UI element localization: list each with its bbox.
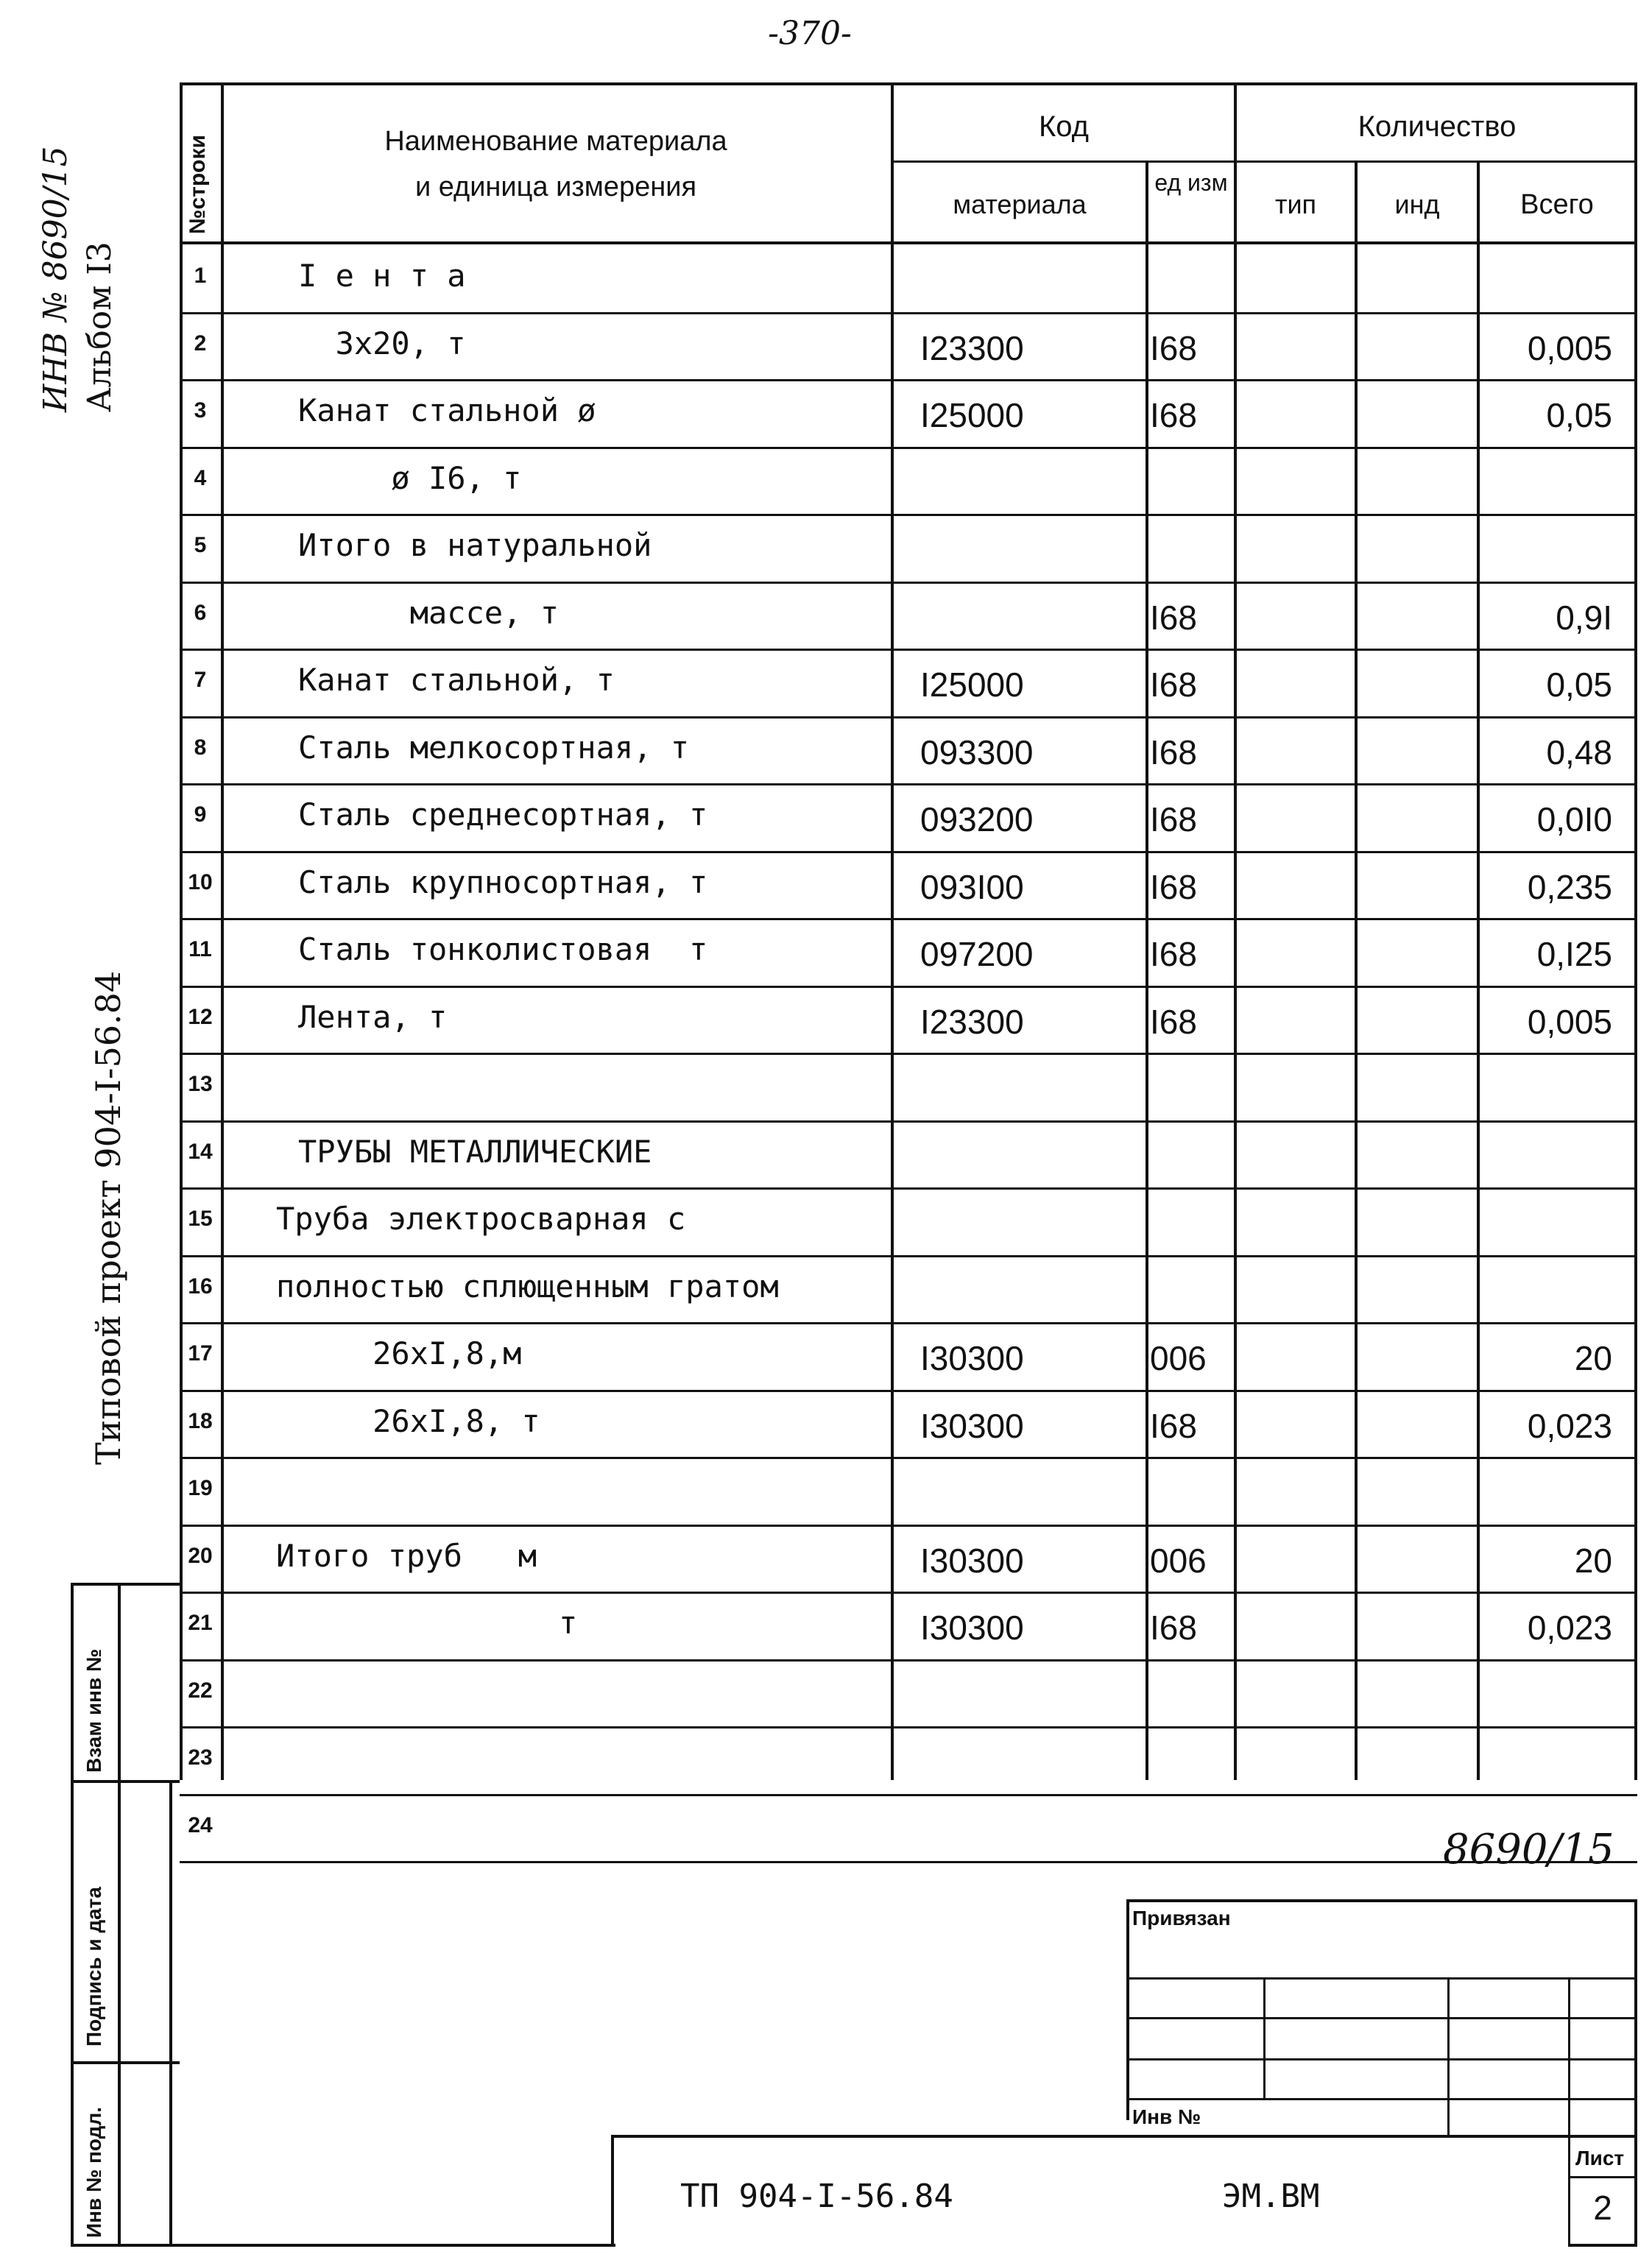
- row-number: 17: [188, 1341, 213, 1366]
- row-unit: I68: [1150, 868, 1197, 906]
- row-divider: [180, 1457, 1637, 1459]
- row-divider: [180, 1053, 1637, 1055]
- row-unit: 006: [1150, 1339, 1207, 1377]
- row-divider: [180, 716, 1637, 718]
- row-number: 5: [194, 533, 207, 557]
- row-name: Сталь среднесортная, т: [298, 797, 708, 833]
- row-code: I23300: [920, 1003, 1024, 1041]
- row-name: полностью сплющенным гратом: [276, 1268, 779, 1304]
- row-name: Сталь тонколистовая т: [298, 931, 708, 967]
- row-code: 093200: [920, 800, 1034, 838]
- row-name: Канат стальной ø: [298, 392, 596, 428]
- row-number: 12: [188, 1005, 213, 1029]
- header-qty-group: Количество: [1358, 110, 1517, 143]
- row-name: Канат стальной, т: [298, 662, 615, 698]
- row-name: ТРУБЫ МЕТАЛЛИЧЕСКИЕ: [298, 1134, 652, 1170]
- row-number: 1: [194, 264, 207, 288]
- stamp-inv-podl: Инв № подл.: [82, 2106, 105, 2238]
- stamp-inv-no: Инв №: [1132, 2105, 1201, 2128]
- row-divider: [180, 986, 1637, 988]
- row-total: 0,05: [1546, 665, 1612, 704]
- row-name: массе, т: [298, 595, 560, 631]
- row-total: 20: [1574, 1339, 1612, 1377]
- header-name-line2: и единица измерения: [414, 172, 697, 202]
- stamp-privyazan: Привязан: [1132, 1907, 1231, 1929]
- row-divider: [180, 582, 1637, 584]
- doc-code: ТП 904-I-56.84: [680, 2178, 953, 2215]
- row-total: 0,023: [1527, 1407, 1612, 1445]
- row-unit: I68: [1150, 1003, 1197, 1041]
- header-qty-ind: инд: [1394, 189, 1440, 219]
- row-divider: [180, 918, 1637, 920]
- row-number: 24: [188, 1813, 213, 1837]
- row-divider: [180, 1794, 1637, 1796]
- row-divider: [180, 1187, 1637, 1190]
- doc-mark: ЭМ.ВМ: [1222, 2178, 1320, 2215]
- row-total: 0,023: [1527, 1609, 1612, 1647]
- row-number: 8: [194, 735, 207, 760]
- row-code: 097200: [920, 935, 1034, 973]
- row-name: 26xI,8, т: [298, 1403, 540, 1439]
- row-number: 15: [188, 1207, 213, 1231]
- row-number: 13: [188, 1072, 213, 1096]
- side-project-title: Типовой проект 904-I-56.84: [88, 970, 128, 1465]
- row-number: 11: [188, 937, 212, 961]
- row-name: т: [298, 1605, 578, 1641]
- row-name: 26xI,8,м: [298, 1335, 522, 1371]
- stamp-vzam-inv: Взам инв №: [82, 1648, 105, 1773]
- row-code: I30300: [920, 1542, 1024, 1580]
- row-name: Сталь мелкосортная, т: [298, 730, 690, 766]
- row-number: 23: [188, 1745, 213, 1770]
- row-total: 0,0I0: [1536, 800, 1612, 838]
- row-code: I30300: [920, 1339, 1024, 1377]
- row-total: 20: [1574, 1542, 1612, 1580]
- row-divider: [180, 1255, 1637, 1257]
- row-total: 0,005: [1527, 1003, 1612, 1041]
- row-unit: I68: [1150, 935, 1197, 973]
- header-qty-type: тип: [1274, 189, 1317, 219]
- row-name: Труба электросварная с: [276, 1201, 686, 1237]
- row-number: 14: [188, 1140, 213, 1164]
- row-unit: 006: [1150, 1542, 1207, 1580]
- row-number: 2: [194, 331, 207, 356]
- row-code: I30300: [920, 1407, 1024, 1445]
- row-total: 0,I25: [1536, 935, 1612, 973]
- row-unit: I68: [1150, 733, 1197, 771]
- row-number: 22: [188, 1678, 213, 1703]
- row-divider: [180, 649, 1637, 651]
- row-name: 3x20, т: [298, 325, 466, 361]
- header-row-number: №строки: [186, 135, 210, 234]
- row-code: I25000: [920, 396, 1024, 434]
- row-code: I25000: [920, 665, 1024, 704]
- row-total: 0,05: [1546, 396, 1612, 434]
- row-name: Итого в натуральной: [298, 527, 652, 563]
- row-name: I е н т а: [298, 258, 466, 294]
- row-name: Сталь крупносортная, т: [298, 864, 708, 900]
- row-divider: [180, 514, 1637, 516]
- row-name: Итого труб м: [276, 1538, 537, 1574]
- row-unit: I68: [1150, 665, 1197, 704]
- row-total: 0,005: [1527, 329, 1612, 367]
- row-number: 9: [194, 802, 207, 827]
- header-code-unit: ед изм: [1154, 169, 1228, 196]
- row-divider: [180, 851, 1637, 853]
- row-divider: [180, 1525, 1637, 1527]
- row-total: 0,235: [1527, 868, 1612, 906]
- row-unit: I68: [1150, 598, 1197, 637]
- row-divider: [180, 1861, 1637, 1863]
- row-unit: I68: [1150, 396, 1197, 434]
- row-unit: I68: [1150, 1609, 1197, 1647]
- sheet-label: Лист: [1575, 2147, 1625, 2169]
- row-divider: [180, 1390, 1637, 1392]
- row-number: 3: [194, 398, 207, 423]
- handwritten-number: 8690/15: [1443, 1826, 1614, 1874]
- row-code: I23300: [920, 329, 1024, 367]
- row-number: 16: [188, 1274, 213, 1299]
- sheet-number: 2: [1593, 2189, 1612, 2227]
- row-divider: [180, 1322, 1637, 1324]
- header-qty-total: Всего: [1520, 189, 1594, 220]
- row-unit: I68: [1150, 1407, 1197, 1445]
- row-code: 093300: [920, 733, 1034, 771]
- row-unit: I68: [1150, 800, 1197, 838]
- row-divider: [180, 379, 1637, 381]
- row-divider: [180, 1726, 1637, 1728]
- row-number: 4: [194, 466, 207, 490]
- row-divider: [180, 447, 1637, 449]
- row-code: I30300: [920, 1609, 1024, 1647]
- row-divider: [180, 783, 1637, 785]
- header-code-material: материала: [953, 189, 1087, 219]
- row-number: 18: [188, 1409, 213, 1433]
- side-album: Альбом I3: [81, 241, 119, 412]
- header-code-group: Код: [1038, 110, 1089, 143]
- row-divider: [180, 312, 1637, 314]
- row-name: ø I6, т: [298, 460, 522, 496]
- row-divider: [180, 1592, 1637, 1594]
- row-total: 0,9I: [1556, 598, 1612, 637]
- row-number: 21: [188, 1611, 213, 1635]
- row-number: 20: [188, 1544, 213, 1568]
- row-divider: [180, 1120, 1637, 1123]
- row-number: 19: [188, 1476, 213, 1500]
- stamp-podpis-data: Подпись и дата: [82, 1887, 105, 2047]
- row-number: 10: [188, 870, 213, 894]
- row-number: 6: [194, 601, 207, 625]
- side-inventory-number: ИНВ № 8690/15: [37, 146, 74, 412]
- header-name-line1: Наименование материала: [384, 126, 727, 157]
- row-name: Лента, т: [298, 999, 448, 1035]
- row-divider: [180, 1659, 1637, 1662]
- row-unit: I68: [1150, 329, 1197, 367]
- row-total: 0,48: [1546, 733, 1612, 771]
- page-number: -370-: [768, 15, 852, 52]
- row-number: 7: [194, 668, 207, 692]
- row-code: 093I00: [920, 868, 1024, 906]
